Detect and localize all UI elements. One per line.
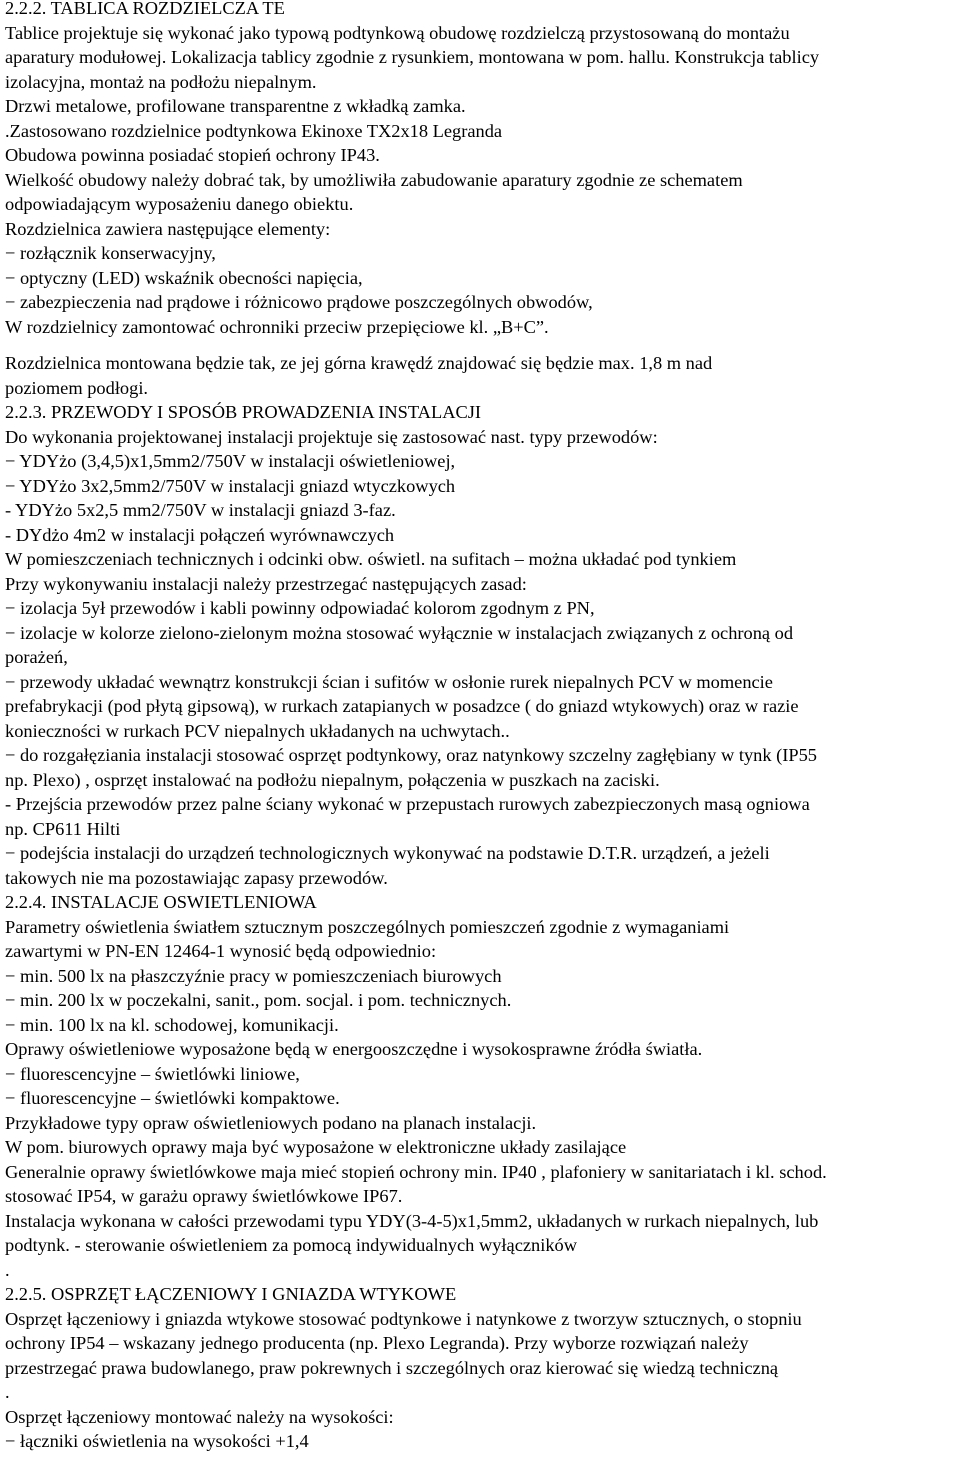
list-item: - YDYżo 5x2,5 mm2/750V w instalacji gniazd 3-faz.: [5, 500, 396, 520]
text-line: takowych nie ma pozostawiając zapasy przewodów.: [5, 867, 388, 888]
list-item: − podejścia instalacji do urządzeń technologicznych wykonywać na podstawie D.T.R. urządzeń, a jeżeli: [5, 843, 770, 863]
text-line: podtynk. - sterowanie oświetleniem za pomocą indywidualnych wyłączników: [5, 1235, 577, 1255]
section-heading: 2.2.2. TABLICA ROZDZIELCZA TE: [5, 0, 285, 18]
list-item: − fluorescencyjne – świetlówki kompaktowe.: [5, 1088, 340, 1108]
list-item: − YDYżo 3x2,5mm2/750V w instalacji gniazd wtyczkowych: [5, 475, 456, 496]
list-item: − zabezpieczenia nad prądowe i różnicowo prądowe poszczególnych obwodów,: [5, 292, 593, 312]
list-item: − izolacja 5ył przewodów i kabli powinny odpowiadać kolorom zgodnym z PN,: [5, 598, 595, 618]
text-line: Generalnie oprawy świetlówkowe maja mieć stopień ochrony min. IP40 , plafoniery w sanitariatach i kl. schod.: [5, 1161, 827, 1182]
text-line: W pomieszczeniach technicznych i odcinki obw. oświetl. na sufitach – można układać pod tynkiem: [5, 549, 737, 569]
text-line: aparatury modułowej. Lokalizacja tablicy zgodnie z rysunkiem, montowana w pom. hallu. Konstrukcja tablicy: [5, 47, 820, 67]
list-item: - Przejścia przewodów przez palne ściany wykonać w przepustach rurowych zabezpieczonych masą ogniowa: [5, 794, 810, 814]
text-line: Drzwi metalowe, profilowane transparentne z wkładką zamka.: [5, 96, 466, 116]
text-line: porażeń,: [5, 647, 68, 667]
section-heading: 2.2.5. OSPRZĘT ŁĄCZENIOWY I GNIAZDA WTYKOWE: [5, 1284, 457, 1304]
list-item: − łączniki oświetlenia na wysokości +1,4: [5, 1431, 309, 1451]
text-line: np. Plexo) , osprzęt instalować na podłożu niepalnym, połączenia w puszkach na zaciski.: [5, 769, 660, 790]
text-line: W pom. biurowych oprawy maja być wyposażone w elektroniczne układy zasilające: [5, 1137, 627, 1157]
text-line: odpowiadającym wyposażeniu danego obiektu.: [5, 194, 354, 214]
list-item: - DYdżo 4m2 w instalacji połączeń wyrównawczych: [5, 524, 395, 545]
text-line: konieczności w rurkach PCV niepalnych układanych na uchwytach..: [5, 720, 510, 741]
list-item: − optyczny (LED) wskaźnik obecności napięcia,: [5, 267, 363, 288]
text-line: Do wykonania projektowanej instalacji projektuje się zastosować nast. typy przewodów:: [5, 426, 658, 447]
list-item: − min. 500 lx na płaszczyźnie pracy w pomieszczeniach biurowych: [5, 965, 502, 986]
list-item: − izolacje w kolorze zielono-zielonym można stosować wyłącznie w instalacjach związanych z ochroną od: [5, 622, 794, 643]
text-line: .: [5, 1259, 10, 1280]
text-line: izolacyjna, montaż na podłożu niepalnym.: [5, 71, 317, 92]
text-line: Przy wykonywaniu instalacji należy przestrzegać następujących zasad:: [5, 573, 527, 594]
section-heading: 2.2.4. INSTALACJE OSWIETLENIOWA: [5, 892, 317, 912]
text-line: ochrony IP54 – wskazany jednego producenta (np. Plexo Legranda). Przy wyborze rozwiązań należy: [5, 1333, 749, 1353]
list-item: − min. 200 lx w poczekalni, sanit., pom. socjal. i pom. technicznych.: [5, 990, 512, 1010]
text-line: W rozdzielnicy zamontować ochronniki przeciw przepięciowe kl. „B+C”.: [5, 316, 549, 337]
text-line: prefabrykacji (pod płytą gipsową), w rurkach zatapianych w posadzce ( do gniazd wtykowych) oraz w razie: [5, 696, 799, 716]
text-line: Wielkość obudowy należy dobrać tak, by umożliwiła zabudowanie aparatury zgodnie ze schematem: [5, 169, 743, 190]
text-line: stosować IP54, w garażu oprawy świetlówkowe IP67.: [5, 1186, 403, 1206]
text-line: Osprzęt łączeniowy i gniazda wtykowe stosować podtynkowe i natynkowe z tworzyw sztucznych, o stopniu: [5, 1308, 802, 1329]
text-line: Instalacja wykonana w całości przewodami typu YDY(3-4-5)x1,5mm2, układanych w rurkach niepalnych, lub: [5, 1210, 819, 1231]
blank-line: [5, 339, 957, 351]
document-page: [5, 0, 957, 1454]
text-line: Rozdzielnica montowana będzie tak, ze jej górna krawędź znajdować się będzie max. 1,8 m nad: [5, 353, 713, 373]
text-line: Obudowa powinna posiadać stopień ochrony IP43.: [5, 145, 380, 165]
text-line: przestrzegać prawa budowlanego, praw pokrewnych i szczególnych oraz kierować się wiedzą techniczną: [5, 1357, 779, 1378]
list-item: − do rozgałęziania instalacji stosować osprzęt podtynkowy, oraz natynkowy szczelny zagłębiany w tynk (IP55: [5, 745, 817, 765]
text-line: poziomem podłogi.: [5, 377, 149, 398]
text-line: Tablice projektuje się wykonać jako typową podtynkową obudowę rozdzielczą przystosowaną do montażu: [5, 22, 790, 43]
text-line: Przykładowe typy opraw oświetleniowych podano na planach instalacji.: [5, 1112, 537, 1133]
text-line: .Zastosowano rozdzielnice podtynkowa Ekinoxe TX2x18 Legranda: [5, 120, 503, 141]
list-item: − rozłącznik konserwacyjny,: [5, 243, 216, 263]
list-item: − przewody układać wewnątrz konstrukcji ścian i sufitów w osłonie rurek niepalnych PCV w momencie: [5, 671, 773, 692]
text-line: np. CP611 Hilti: [5, 818, 121, 839]
list-item: − min. 100 lx na kl. schodowej, komunikacji.: [5, 1014, 339, 1035]
text-line: Rozdzielnica zawiera następujące elementy:: [5, 218, 331, 239]
text-line: Parametry oświetlenia światłem sztucznym poszczególnych pomieszczeń zgodnie z wymaganiami: [5, 916, 730, 937]
list-item: − YDYżo (3,4,5)x1,5mm2/750V w instalacji oświetleniowej,: [5, 451, 456, 471]
section-heading: 2.2.3. PRZEWODY I SPOSÓB PROWADZENIA INSTALACJI: [5, 402, 482, 422]
text-line: .: [5, 1382, 10, 1402]
text-line: zawartymi w PN-EN 12464-1 wynosić będą odpowiednio:: [5, 941, 437, 961]
list-item: − fluorescencyjne – świetlówki liniowe,: [5, 1063, 300, 1084]
text-line: Osprzęt łączeniowy montować należy na wysokości:: [5, 1406, 394, 1427]
text-line: Oprawy oświetleniowe wyposażone będą w energooszczędne i wysokosprawne źródła światła.: [5, 1039, 703, 1059]
